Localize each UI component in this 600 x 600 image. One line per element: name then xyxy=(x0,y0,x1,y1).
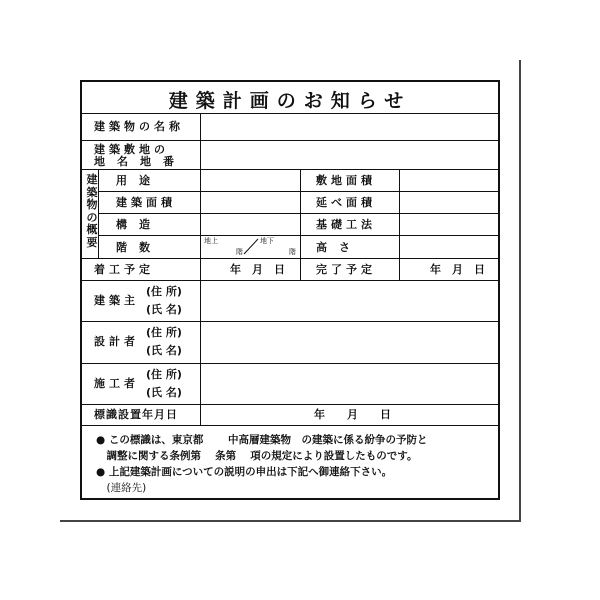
rule xyxy=(82,321,498,322)
rule xyxy=(82,140,498,141)
rule xyxy=(82,280,498,281)
floors-label: 階数 xyxy=(116,241,162,254)
rule xyxy=(82,425,498,426)
sign-title: 建築計画のお知らせ xyxy=(168,90,412,112)
floor-unit-below: 階 xyxy=(289,248,296,256)
owner-name-label: (氏 名) xyxy=(146,303,182,316)
rule xyxy=(98,213,498,214)
site-label-line2: 地名地番 xyxy=(94,155,186,168)
site-area-label: 敷地面積 xyxy=(316,174,376,187)
sign-date-value: 年 月 日 xyxy=(314,408,391,421)
owner-address-label: (住 所) xyxy=(146,285,182,298)
rule xyxy=(82,404,498,405)
site-label-line1: 建築敷地の xyxy=(94,143,169,156)
rule xyxy=(98,169,99,258)
designer-label: 設計者 xyxy=(94,335,139,348)
floors-divider-slash xyxy=(242,238,260,256)
height-label: 高さ xyxy=(316,241,362,254)
structure-label: 構造 xyxy=(116,218,162,231)
start-date: 年 月 日 xyxy=(230,263,285,276)
floor-area-label: 延べ面積 xyxy=(316,196,376,209)
building-area-label: 建築面積 xyxy=(116,196,176,209)
rule xyxy=(200,113,201,425)
rule xyxy=(98,191,498,192)
rule xyxy=(82,169,498,170)
designer-address-label: (住 所) xyxy=(146,326,182,339)
building-name-label: 建築物の名称 xyxy=(94,120,184,133)
floor-unit-above: 階 xyxy=(236,248,243,256)
building-plan-notice-sign xyxy=(80,80,500,500)
contact-label: (連絡先) xyxy=(96,482,147,494)
rule xyxy=(399,169,400,280)
rule xyxy=(82,113,498,114)
foundation-label: 基礎工法 xyxy=(316,218,376,231)
rule xyxy=(300,169,301,280)
complete-date: 年 月 日 xyxy=(430,263,485,276)
board-edge-right xyxy=(519,60,521,522)
builder-address-label: (住 所) xyxy=(146,368,182,381)
builder-label: 施工者 xyxy=(94,377,139,390)
below-ground-label: 地下 xyxy=(260,237,274,245)
rule xyxy=(82,363,498,364)
designer-name-label: (氏 名) xyxy=(146,344,182,357)
notes-line-1: ● この標識は、東京都 中高層建築物 の建築に係る紛争の予防と xyxy=(96,434,428,446)
notes-line-2: 調整に関する条例第 条第 項の規定により設置したものです。 xyxy=(96,450,418,462)
use-label: 用途 xyxy=(116,174,162,187)
owner-label: 建築主 xyxy=(94,294,139,307)
overview-vertical-text: 建築物の概要 xyxy=(86,173,98,249)
rule xyxy=(98,235,498,236)
start-label: 着工予定 xyxy=(94,263,154,276)
notes-line-3: ● 上記建築計画についての説明の申出は下記へ御連絡下さい。 xyxy=(96,466,393,478)
above-ground-label: 地上 xyxy=(204,237,218,245)
overview-vertical-label xyxy=(86,174,98,249)
rule xyxy=(82,258,498,259)
sign-date-label: 標識設置年月日 xyxy=(94,408,178,421)
complete-label: 完了予定 xyxy=(316,263,376,276)
builder-name-label: (氏 名) xyxy=(146,386,182,399)
board-edge-bottom xyxy=(60,520,521,522)
